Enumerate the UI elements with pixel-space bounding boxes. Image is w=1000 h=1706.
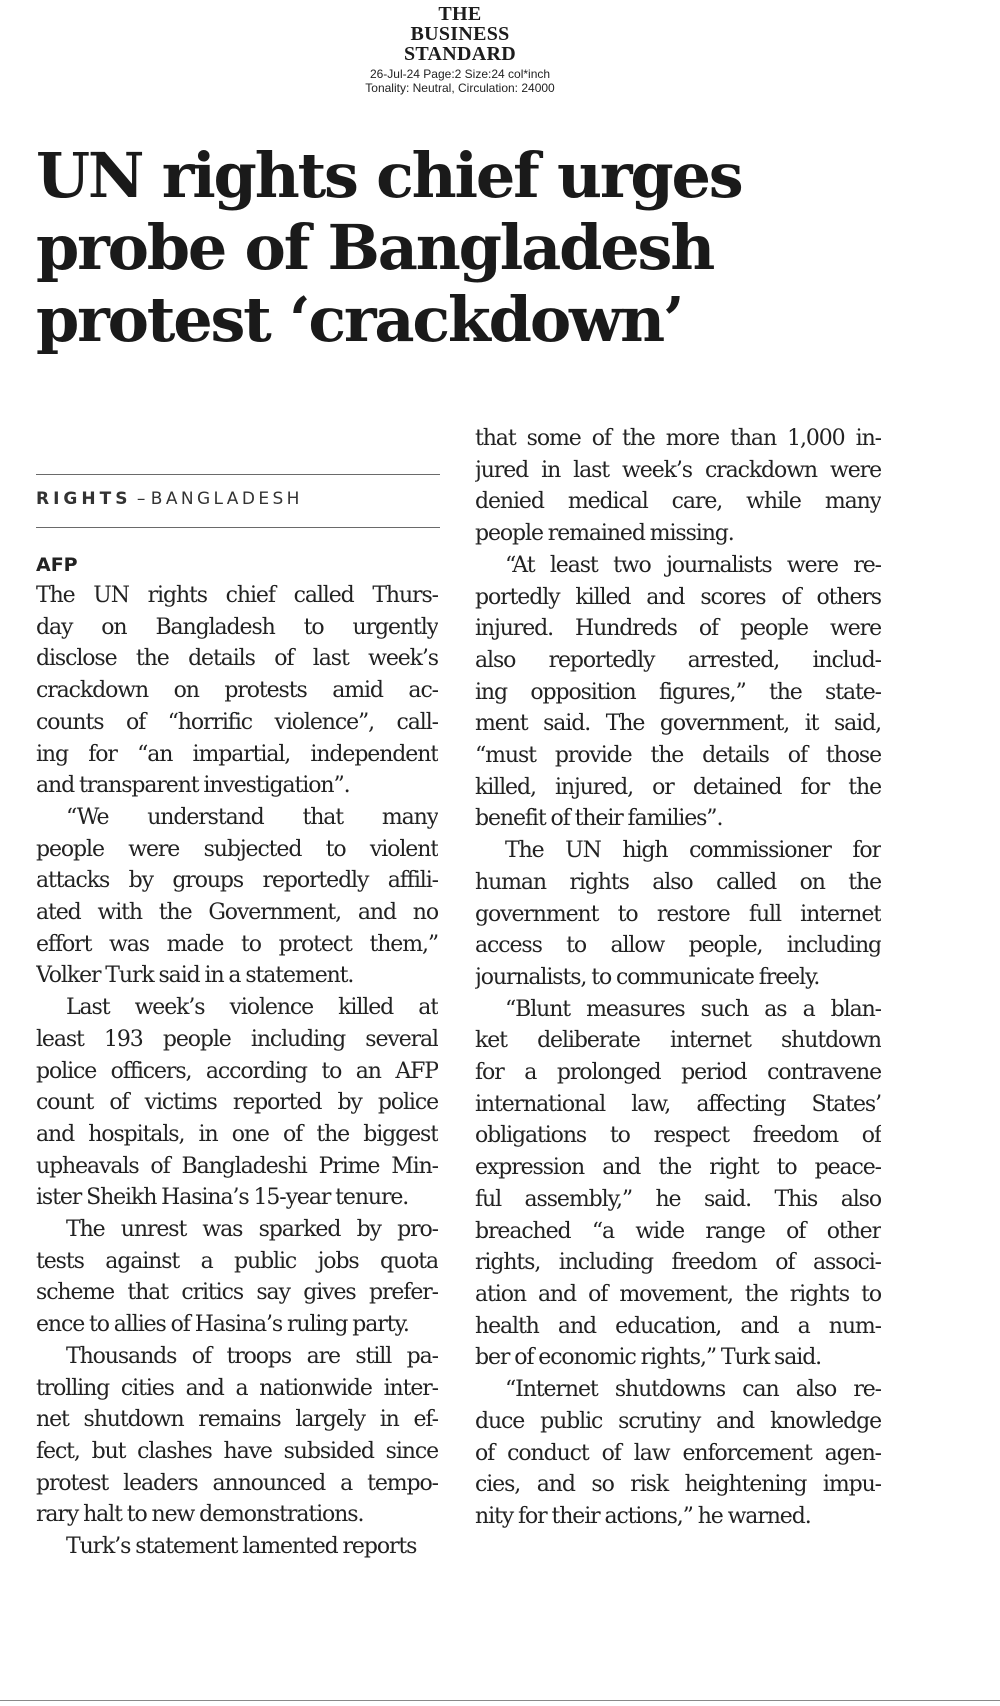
clipping-header — [0, 4, 920, 95]
text-line: journalists, to communicate freely. — [475, 964, 820, 990]
text-line: scheme that critics say gives prefer- — [36, 1280, 438, 1306]
kicker-bottom-rule — [36, 527, 440, 528]
text-line: obligations to respect freedom of — [475, 1123, 881, 1149]
text-line: Thousands of troops are still pa- — [66, 1343, 438, 1369]
text-line: The unrest was sparked by pro- — [66, 1217, 438, 1243]
paragraph — [475, 994, 881, 1374]
text-line: injured. Hundreds of people were — [475, 616, 881, 642]
text-line: people remained missing. — [475, 521, 734, 547]
text-line: protest leaders announced a tempo- — [36, 1470, 438, 1496]
text-line: rary halt to new demonstrations. — [36, 1502, 364, 1528]
text-line: ister Sheikh Hasina’s 15-year tenure. — [36, 1185, 409, 1211]
text-line: counts of “horrific violence”, call- — [36, 709, 438, 735]
text-line: duce public scrutiny and knowledge — [475, 1408, 881, 1434]
text-line: “Blunt measures such as a blan- — [505, 996, 881, 1022]
text-line: ing opposition figures,” the state- — [475, 679, 881, 705]
headline-line-1: UN rights chief urges — [36, 139, 742, 212]
text-line: ment said. The government, it said, — [475, 711, 881, 737]
text-line: that some of the more than 1,000 in- — [475, 426, 881, 451]
text-line: police officers, according to an AFP — [36, 1058, 438, 1084]
text-line: ket deliberate internet shutdown — [475, 1028, 881, 1054]
text-line: ber of economic rights,” Turk said. — [475, 1345, 822, 1371]
text-line: ated with the Government, and no — [36, 900, 438, 926]
section-kicker — [36, 488, 303, 510]
byline-agency: AFP — [36, 554, 78, 576]
article-column-left — [36, 580, 438, 1563]
text-line: breached “a wide range of other — [475, 1218, 881, 1244]
paragraph — [36, 1341, 438, 1531]
headline-line-2: probe of Bangladesh — [36, 211, 714, 284]
text-line: international law, affecting States’ — [475, 1091, 881, 1117]
text-line: ing for “an impartial, independent — [36, 741, 438, 767]
text-line: “must provide the details of those — [475, 743, 881, 769]
kicker-top-rule — [36, 474, 440, 475]
page-bottom-rule — [0, 1700, 1000, 1701]
publication-name-line-1: THE — [438, 3, 482, 25]
text-line: “At least two journalists were re- — [505, 552, 881, 578]
article-column-right — [475, 423, 881, 1533]
text-line: access to allow people, including — [475, 933, 881, 959]
text-line: benefit of their families”. — [475, 806, 723, 832]
text-line: attacks by groups reportedly affili- — [36, 868, 438, 894]
text-line: people were subjected to violent — [36, 836, 438, 862]
clip-tonality-circulation: Tonality: Neutral, Circulation: 24000 — [365, 81, 555, 95]
text-line: expression and the right to peace- — [475, 1155, 881, 1181]
publication-name-line-2: BUSINESS — [410, 23, 510, 45]
text-line: denied medical care, while many — [475, 489, 881, 515]
text-line: Last week’s violence killed at — [66, 995, 438, 1021]
paragraph — [36, 580, 438, 802]
text-line: portedly killed and scores of others — [475, 584, 881, 610]
paragraph — [36, 1531, 438, 1563]
text-line: cies, and so risk heightening impu- — [475, 1472, 881, 1498]
text-line: and transparent investigation”. — [36, 773, 350, 799]
text-line: ence to allies of Hasina’s ruling party. — [36, 1312, 409, 1338]
text-line: least 193 people including several — [36, 1026, 438, 1052]
text-line: effort was made to protect them,” — [36, 931, 438, 957]
text-line: nity for their actions,” he warned. — [475, 1503, 811, 1529]
text-line: count of victims reported by police — [36, 1090, 438, 1116]
text-line: “We understand that many — [66, 804, 438, 830]
kicker-subsection: BANGLADESH — [150, 489, 303, 509]
text-line: ful assembly,” he said. This also — [475, 1186, 881, 1212]
paragraph — [475, 1374, 881, 1533]
text-line: day on Bangladesh to urgently — [36, 614, 438, 640]
text-line: rights, including freedom of associ- — [475, 1250, 881, 1276]
text-line: trolling cities and a nationwide inter- — [36, 1375, 438, 1401]
text-line: and hospitals, in one of the biggest — [36, 1121, 438, 1147]
text-line: tests against a public jobs quota — [36, 1248, 438, 1274]
paragraph — [36, 1214, 438, 1341]
text-line: crackdown on protests amid ac- — [36, 678, 438, 704]
text-line: disclose the details of last week’s — [36, 646, 438, 672]
paragraph — [475, 835, 881, 994]
text-line: The UN rights chief called Thurs- — [36, 583, 438, 608]
kicker-section: RIGHTS — [36, 489, 132, 509]
paragraph — [475, 423, 881, 550]
kicker-separator: – — [136, 489, 146, 509]
text-line: killed, injured, or detained for the — [475, 774, 881, 800]
clip-date-page-size: 26-Jul-24 Page:2 Size:24 col*inch — [369, 67, 551, 81]
headline-line-3: protest ‘crackdown’ — [36, 283, 683, 356]
text-line: fect, but clashes have subsided since — [36, 1438, 438, 1464]
text-line: of conduct of law enforcement agen- — [475, 1440, 881, 1466]
text-line: also reportedly arrested, includ- — [475, 647, 881, 673]
text-line: “Internet shutdowns can also re- — [505, 1377, 881, 1403]
text-line: jured in last week’s crackdown were — [475, 457, 881, 483]
paragraph — [36, 802, 438, 992]
text-line: upheavals of Bangladeshi Prime Min- — [36, 1153, 438, 1179]
text-line: human rights also called on the — [475, 869, 881, 895]
text-line: ation and of movement, the rights to — [475, 1281, 881, 1307]
article-headline — [36, 140, 916, 356]
text-line: Turk’s statement lamented reports — [66, 1534, 417, 1560]
paragraph — [36, 992, 438, 1214]
paragraph — [475, 550, 881, 835]
text-line: health and education, and a num- — [475, 1313, 881, 1339]
text-line: government to restore full internet — [475, 901, 881, 927]
text-line: net shutdown remains largely in ef- — [36, 1407, 438, 1433]
text-line: Volker Turk said in a statement. — [36, 963, 354, 989]
publication-name-line-3: STANDARD — [403, 43, 517, 65]
text-line: The UN high commissioner for — [505, 838, 881, 864]
text-line: for a prolonged period contravene — [475, 1060, 881, 1086]
